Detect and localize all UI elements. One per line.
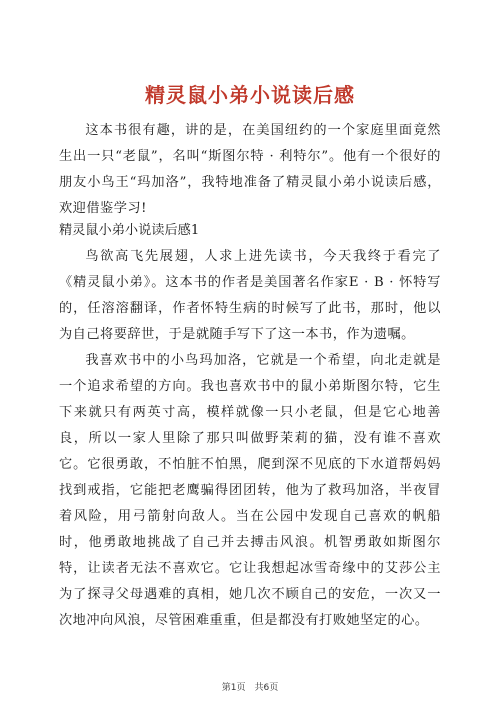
page-footer: 第1页 共6页 xyxy=(221,683,279,693)
body-paragraph-1: 鸟欲高飞先展翅，人求上进先读书，今天我终于看完了《精灵鼠小弟》。这本书的作者是美国著名作家E · B · 怀特写的，任溶溶翻译，作者怀特生病的时候写了此书，那时，他以为自己将要辞世，于是就随手写下了这一本书，作为遗嘱。 xyxy=(59,249,441,342)
document-title: 精灵鼠小弟小说读后感 xyxy=(145,83,355,108)
body-paragraph-2: 我喜欢书中的小鸟玛加洛，它就是一个希望，向北走就是一个追求希望的方向。我也喜欢书中的鼠小弟斯图尔特，它生下来就只有两英寸高，模样就像一只小老鼠，但是它心地善良，所以一家人里除了那只叫做野茉莉的猫，没有谁不喜欢它。它很勇敢，不怕脏不怕黑，爬到深不见底的下水道帮妈妈找到戒指，它能把老鹰骗得团团转，他为了救玛加洛，半夜冒着风险，用弓箭射向敌人。当在公园中发现自己喜欢的帆船时，他勇敢地挑战了自己并去搏击风浪。机智勇敢如斯图尔特，让读者无法不喜欢它。它让我想起冰雪奇缘中的艾莎公主为了探寻父母遇难的真相，她几次不顾自己的安危，一次又一次地冲向风浪，尽管困难重重，但是都没有打败她坚定的心。 xyxy=(59,353,441,628)
intro-paragraph: 这本书很有趣，讲的是，在美国纽约的一个家庭里面竟然生出一只“老鼠”，名叫“斯图尔特 · 利特尔”。他有一个很好的朋友小鸟王“玛加洛”，我特地准备了精灵鼠小弟小说读后感，欢迎借鉴学习! xyxy=(59,123,441,216)
section-heading: 精灵鼠小弟小说读后感1 xyxy=(59,223,200,238)
